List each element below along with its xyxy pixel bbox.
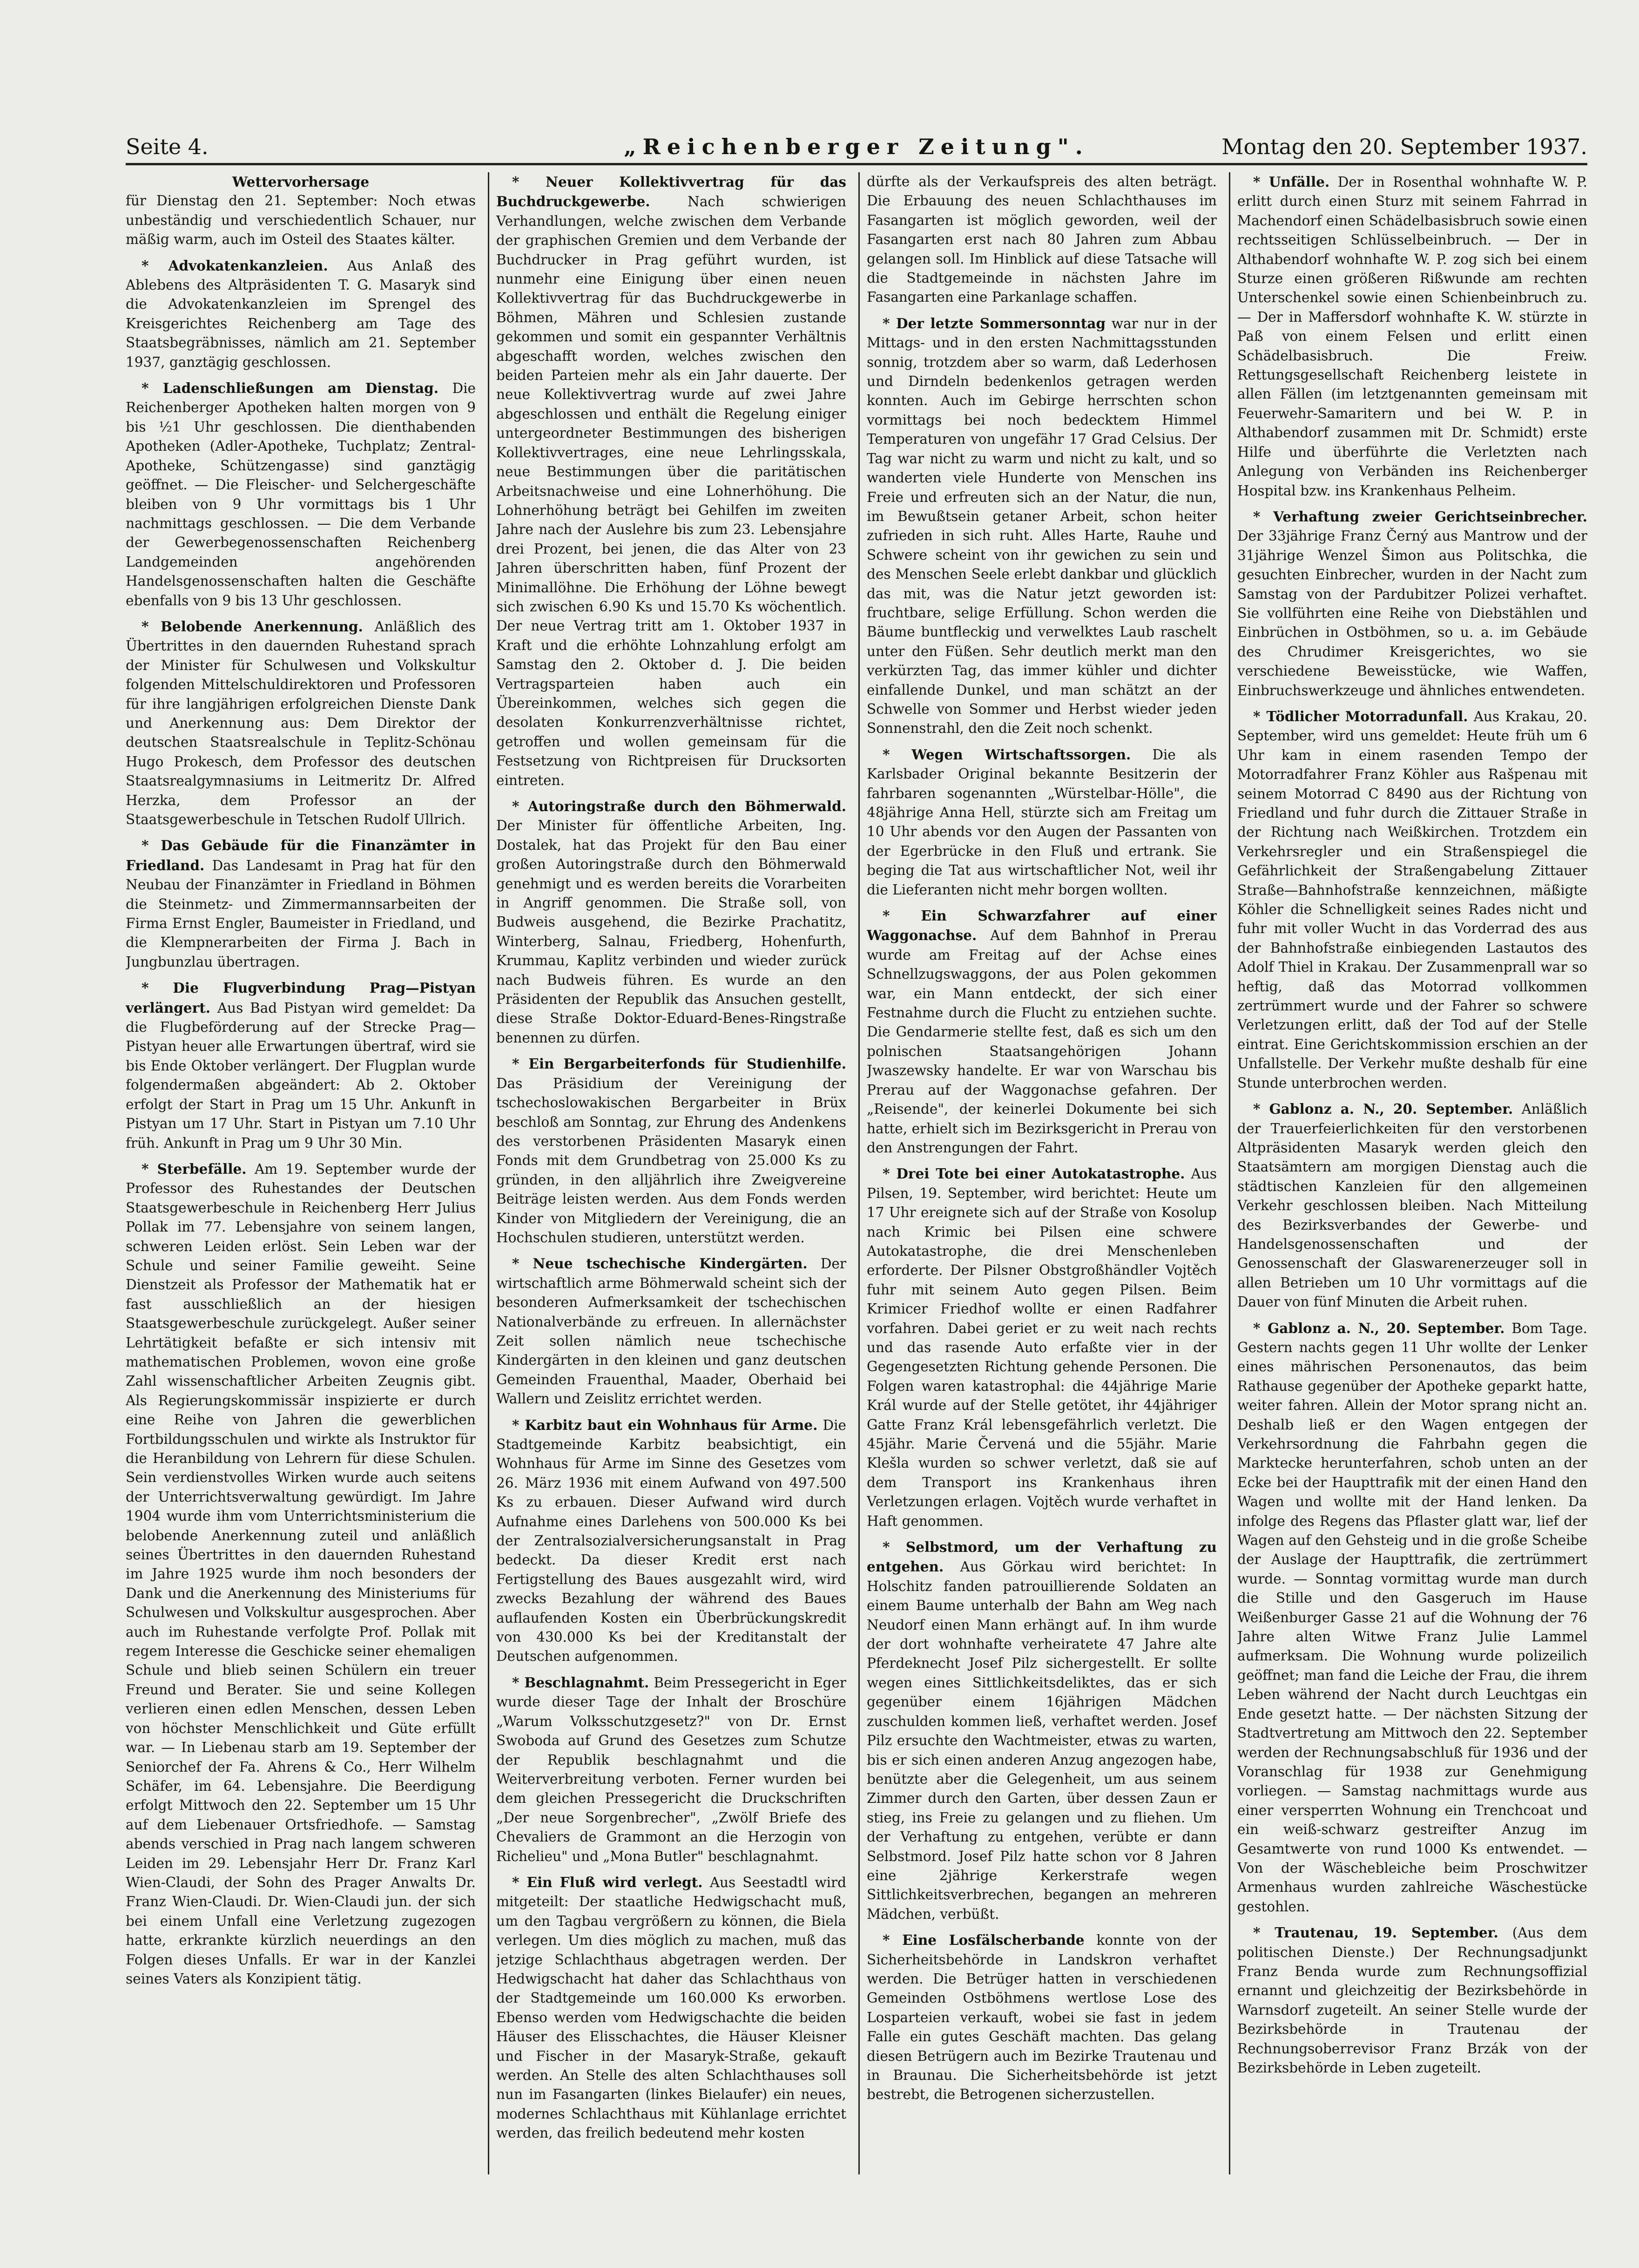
article-headline: * Die Flugverbindung Prag—Pistyan verlängert. bbox=[126, 980, 476, 1016]
article-spacer bbox=[867, 2105, 1217, 2111]
article-body: war nur in der Mittags- und in den ersten Nachmittagsstunden sonnig, trotzdem aber so warm, daß Lederhosen und Dirndeln bedenkenlos getragen werden konnten. Auch im Gebirge herrschten schon vormittags bei noch bedecktem Himmel Temperaturen von ungefähr 17 Grad Celsius. Der Tag war nicht zu warm und nicht zu kalt, und so wanderten viele Hunderte von Menschen ins Freie und erfreuten sich an der Natur, die nun, im Bewußtsein getaner Arbeit, schon heiter zufrieden in sich ruht. Alles Harte, Rauhe und Schwere scheint von ihr gewichen zu sein und des Menschen Seele erlebt dankbar und glücklich das mit, was die Natur jetzt geworden ist: fruchtbare, selige Erfüllung. Schon werden die Bäume buntfleckig und verwelktes Laub raschelt unter den Füßen. Sehr deutlich merkt man den verkürzten Tag, das immer kühler und dichter einfallende Dunkel, und man schätzt an der Schwelle von Sommer und Herbst wieder jeden Sonnenstrahl, den die Zeit noch schenkt. bbox=[867, 315, 1217, 737]
article bbox=[126, 978, 476, 1153]
weather-forecast-text: für Dienstag den 21. September: Noch etwas unbeständig und verschiedentlich Schauer, nur mäßig warm, auch im Osteil des Staates kälter. bbox=[126, 193, 476, 248]
column-2 bbox=[496, 172, 846, 2174]
article bbox=[126, 1159, 476, 1989]
article bbox=[126, 191, 476, 249]
article-headline: * Selbstmord, um der Verhaftung zu entgehen. bbox=[867, 1539, 1217, 1575]
article-spacer bbox=[126, 372, 476, 379]
article-spacer bbox=[1237, 1093, 1587, 1099]
article bbox=[496, 1054, 846, 1247]
article bbox=[1237, 172, 1587, 501]
article-headline: * Ein Bergarbeiterfonds für Studienhilfe. bbox=[512, 1056, 846, 1072]
article-spacer bbox=[496, 1247, 846, 1254]
article-body: Der 33jährige Franz Černý aus Mantrow und der 31jährige Wenzel Šimon aus Politschka, die gesuchten Einbrecher, wurden in der Nacht zum Samstag von der Pardubitzer Polizei verhaftet. Sie vollführten eine Reihe von Diebstählen und Einbrüchen in Ostböhmen, so u. a. im Gebäude des Chrudimer Kreisgerichtes, wo sie verschiedene Beweisstücke, wie Waffen, Einbruchswerkzeuge und ähnliches entwendeten. bbox=[1237, 528, 1587, 698]
article-body: Aus Krakau, 20. September, wird uns gemeldet: Heute früh um 6 Uhr kam in einem rasenden Tempo der Motorradfahrer Franz Köhler aus Rašpenau mit seinem Motorrad C 8490 aus der Richtung von Friedland und fuhr durch die Zittauer Straße in der Richtung nach Weißkirchen. Trotzdem ein Verkehrsregler und ein Straßenspiegel die Gefährlichkeit der Straßengabelung Zittauer Straße—Bahnhofstraße kennzeichnen, mäßigte Köhler die Schnelligkeit seines Rades nicht und fuhr mit voller Wucht in das Vorderrad des aus der Bahnhofstraße einbiegenden Lastautos des Adolf Thiel in Krakau. Der Zusammenprall war so heftig, daß das Motorrad vollkommen zertrümmert wurde und der Fahrer so schwere Verletzungen erlitt, daß der Tod auf der Stelle eintrat. Eine Gerichtskommission erschien an der Unfallstelle. Der Verkehr mußte deshalb für eine Stunde unterbrochen werden. bbox=[1237, 708, 1587, 1091]
article-spacer bbox=[496, 1409, 846, 1415]
article-body: Beim Pressegericht in Eger wurde dieser Tage der Inhalt der Broschüre „Warum Volksschutzgesetz?" von Dr. Ernst Swoboda auf Grund des Gesetzes zum Schutze der Republik beschlagnahmt und die Weiterverbreitung verboten. Ferner wurden bei dem gleichen Pressegericht die Druckschriften „Der neue Sorgenbrecher", „Zwölf Briefe des Chevaliers de Grammont an die Herzogin von Richelieu" und „Mona Butler" beschlagnahmt. bbox=[496, 1674, 846, 1864]
article bbox=[1237, 707, 1587, 1093]
article bbox=[496, 1254, 846, 1408]
article-spacer bbox=[867, 1531, 1217, 1537]
weather-forecast-title: Wettervorhersage bbox=[232, 174, 370, 190]
article-spacer bbox=[1237, 2078, 1587, 2084]
article-body: Aus Bad Pistyan wird gemeldet: Da die Flugbeförderung auf der Strecke Prag—Pistyan heuer alle Erwartungen übertraf, wird sie bis Ende Oktober verlängert. Der Flugplan wurde folgendermaßen abgeändert: Ab 2. Oktober erfolgt der Start in Prag um 15 Uhr. Ankunft in Pistyan um 17 Uhr. Start in Pistyan um 7.10 Uhr früh. Ankunft in Prag um 9 Uhr 30 Min. bbox=[126, 1000, 476, 1151]
article-spacer bbox=[126, 972, 476, 978]
article-spacer bbox=[126, 1153, 476, 1159]
article-spacer bbox=[867, 900, 1217, 906]
article bbox=[126, 617, 476, 829]
article-headline: * Advokatenkanzleien. bbox=[142, 257, 328, 274]
article-spacer bbox=[1237, 700, 1587, 707]
article-body: Die Stadtgemeinde Karbitz beabsichtigt, ein Wohnhaus für Arme im Sinne des Gesetzes vom 26. März 1936 mit einem Aufwand von 497.500 Ks zu erbauen. Dieser Aufwand wird durch Aufnahme eines Darlehens von 500.000 Ks bei der Zentralsozialversicherungsanstalt in Prag bedeckt. Da dieser Kredit erst nach Fertigstellung des Baues ausgezahlt wird, wird zwecks Bezahlung der während des Baues auflaufenden Kosten ein Überbrückungskredit von 430.000 Ks bei der Kreditanstalt der Deutschen aufgenommen. bbox=[496, 1417, 846, 1665]
article-body: Auf dem Bahnhof in Prerau wurde am Freitag auf der Achse eines Schnellzugswaggons, der aus Polen gekommen war, ein Mann entdeckt, der sich einer Festnahme durch die Flucht zu entziehen suchte. Die Gendarmerie stellte fest, daß es sich um den polnischen Staatsangehörigen Johann Jwaszewsky handelte. Er war von Warschau bis Prerau auf der Waggonachse gefahren. Der „Reisende", der keinerlei Dokumente bei sich hatte, erhielt sich im Bezirksgericht in Prerau von den Anstrengungen der Fahrt. bbox=[867, 928, 1217, 1156]
article bbox=[867, 1164, 1217, 1531]
article-headline: * Beschlagnahmt. bbox=[512, 1674, 649, 1691]
article bbox=[867, 172, 1217, 307]
article-headline: * Belobende Anerkennung. bbox=[142, 618, 363, 635]
article-headline: * Verhaftung zweier Gerichtseinbrecher. bbox=[1253, 508, 1587, 525]
article bbox=[1237, 1099, 1587, 1312]
article-body: Aus Görkau wird berichtet: In Holschitz fanden patrouillierende Soldaten an einem Baume unterhalb der Bahn am Weg nach Neudorf einen Mann erhängt auf. In ihm wurde der dort wohnhafte verheiratete 47 Jahre alte Pferdeknecht Josef Pilz sichergestellt. Er sollte wegen eines Sittlichkeitsdeliktes, das er sich gegenüber einem 16jährigen Mädchen zuschulden kommen ließ, verhaftet werden. Josef Pilz ersuchte den Wachtmeister, etwas zu warten, bis er sich einen anderen Anzug angezogen habe, benützte aber die Gelegenheit, um aus seinem Zimmer durch den Garten, über dessen Zaun er stieg, ins Freie zu gelangen und zu fliehen. Um der Verhaftung zu entgehen, verübte er dann Selbstmord. Josef Pilz hatte schon vor 8 Jahren eine 2jährige Kerkerstrafe wegen Sittlichkeitsverbrechen, begangen an mehreren Mädchen, verbüßt. bbox=[867, 1559, 1217, 1922]
article-spacer bbox=[1237, 1312, 1587, 1319]
article bbox=[1237, 1923, 1587, 2078]
article bbox=[1237, 507, 1587, 700]
article-spacer bbox=[867, 738, 1217, 745]
article bbox=[126, 379, 476, 610]
article-headline: * Das Gebäude für die Finanzämter in Friedland. bbox=[126, 837, 476, 873]
article bbox=[867, 906, 1217, 1158]
article-headline: * Trautenau, 19. September. bbox=[1253, 1924, 1498, 1941]
article-headline: * Der letzte Sommersonntag bbox=[883, 315, 1106, 332]
article-headline: * Unfälle. bbox=[1253, 174, 1330, 190]
article-headline: * Drei Tote bei einer Autokatastrophe. bbox=[883, 1165, 1185, 1182]
article-headline: * Ladenschließungen am Dienstag. bbox=[142, 380, 439, 397]
article bbox=[496, 172, 846, 790]
article-body: Am 19. September wurde der Professor des Ruhestandes der Deutschen Staatsgewerbeschule in Reichenberg Herr Julius Pollak im 77. Lebensjahre von seinem langen, schweren Leiden erlöst. Sein Leben war der Schule und seiner Familie geweiht. Seine Dienstzeit als Professor der Mathematik hat er fast ausschließlich an der hiesigen Staatsgewerbeschule zurückgelegt. Außer seiner Lehrtätigkeit befaßte er sich intensiv mit mathematischen Problemen, wovon eine große Zahl wissenschaftlicher Arbeiten Zeugnis gibt. Als Regierungskommissär inspizierte er durch eine Reihe von Jahren die gewerblichen Fortbildungsschulen und wirkte als Instruktor für die Heranbildung von Lehrern für diese Schulen. Sein verdienstvolles Wirken wurde auch seitens der Unterrichtsverwaltung gewürdigt. Im Jahre 1904 wurde ihm vom Unterrichtsministerium die belobende Anerkennung zuteil und anläßlich seines Übertrittes in den dauernden Ruhestand im Jahre 1925 wurde ihm noch besonders der Dank und die Anerkennung des Ministeriums für Schulwesen und Volkskultur ausgesprochen. Aber auch im Ruhestande verfolgte Prof. Pollak mit regem Interesse die Geschicke seiner ehemaligen Schule und blieb seinen Schülern ein treuer Freund und Berater. Sie und seine Kollegen verlieren einen edlen Menschen, dessen Leben von höchster Menschlichkeit und Güte erfüllt war. — In Liebenau starb am 19. September der Seniorchef der Fa. Ahrens & Co., Herr Wilhelm Schäfer, im 64. Lebensjahre. Die Beerdigung erfolgt Mittwoch den 22. September um 15 Uhr auf dem Liebenauer Ortsfriedhofe. — Samstag abends verschied in Prag nach langem schweren Leiden im 29. Lebensjahr Herr Dr. Franz Karl Wien-Claudi, der Sohn des Prager Anwalts Dr. Franz Wien-Claudi. Dr. Wien-Claudi jun. der sich bei einem Unfall eine Verletzung zugezogen hatte, erkrankte kürzlich neuerdings an den Folgen dieses Unfalls. Er war in der Kanzlei seines Vaters als Konzipient tätig. bbox=[126, 1161, 476, 1987]
article bbox=[867, 1537, 1217, 1924]
article-spacer bbox=[496, 1666, 846, 1673]
article-spacer bbox=[1237, 501, 1587, 507]
article-headline: * Sterbefälle. bbox=[142, 1160, 247, 1177]
article-spacer bbox=[867, 307, 1217, 314]
article-headline: * Neuer Kollektivvertrag für das Buchdruckgewerbe. bbox=[496, 174, 846, 210]
article-body: Aus Pilsen, 19. September, wird berichtet: Heute um 17 Uhr ereignete sich auf der Straße von Kosolup nach Krimic bei Pilsen eine schwere Autokatastrophe, die drei Menschenleben erforderte. Der Pilsner Obstgroßhändler Vojtěch fuhr mit seinem Auto gegen Pilsen. Beim Krimicer Friedhof wollte er einen Radfahrer vorfahren. Dabei geriet er zu weit nach rechts und das rasende Auto erfaßte vier in der Gegengesetzten Richtung gehende Personen. Die Folgen waren katastrophal: die 44jährige Marie Král wurde auf der Stelle getötet, ihr 44jähriger Gatte Franz Král lebensgefährlich verletzt. Die 45jähr. Marie Červená und die 55jähr. Marie Klešla wurden so schwer verletzt, daß sie auf dem Transport ins Krankenhaus ihren Verletzungen erlagen. Vojtěch wurde verhaftet in Haft genommen. bbox=[867, 1166, 1217, 1529]
article-body: Anläßlich der Trauerfeierlichkeiten für den verstorbenen Altpräsidenten Masaryk werden gleich den Staatsämtern am morgigen Dienstag auch die städtischen Kanzleien für den allgemeinen Verkehr geschlossen bleiben. Nach Mitteilung des Bezirksverbandes der Gewerbe- und Handelsgenossenschaften und der Genossenschaft der Glaswarenerzeuger soll in allen Betrieben um 10 Uhr vormittags auf die Dauer von fünf Minuten die Arbeit ruhen. bbox=[1237, 1101, 1587, 1310]
article-body: Der Minister für öffentliche Arbeiten, Ing. Dostalek, hat das Projekt für den Bau einer großen Autoringstraße durch den Böhmerwald genehmigt und es werden bereits die Vorarbeiten in Angriff genommen. Die Straße soll, von Budweis ausgehend, die Bezirke Prachatitz, Winterberg, Salnau, Friedberg, Hohenfurth, Krummau, Kaplitz verbinden und wieder zurück nach Budweis führen. Es wurde an den Präsidenten der Republik das Ansuchen gestellt, diese Straße Doktor-Eduard-Benes-Ringstraße benennen zu dürfen. bbox=[496, 818, 846, 1046]
column-4 bbox=[1237, 172, 1587, 2174]
article-headline: * Gablonz a. N., 20. September. bbox=[1253, 1101, 1513, 1117]
article-body: Aus Seestadtl wird mitgeteilt: Der staatliche Hedwigschacht muß, um den Tagbau vergrößern zu können, die Biela verlegen. Um dies möglich zu machen, muß das jetzige Schlachthaus abgetragen werden. Der Hedwigschacht hat daher das Schlachthaus von der Stadtgemeinde um 160.000 Ks erworben. Ebenso werden vom Hedwigschachte die beiden Häuser des Elisschachtes, die Häuser Kleisner und Fischer in der Masaryk-Straße, gekauft werden. An Stelle des alten Schlachthauses soll nun im Fasangarten (linkes Bielaufer) ein neues, modernes Schlachthaus mit Kühlanlage errichtet werden, das freilich bedeutend mehr kosten bbox=[496, 1874, 846, 2141]
article-spacer bbox=[126, 250, 476, 256]
article bbox=[496, 1415, 846, 1666]
issue-date: Montag den 20. September 1937. bbox=[1221, 134, 1587, 159]
article-body: Das Landesamt in Prag hat für den Neubau der Finanzämter in Friedland in Böhmen die Steinmetz- und Zimmermannsarbeiten der Firma Ernst Engler, Baumeister in Friedland, und die Klempnerarbeiten der Firma J. Bach in Jungbunzlau übertragen. bbox=[126, 857, 476, 970]
article-headline: * Tödlicher Motorradunfall. bbox=[1253, 708, 1468, 724]
article-spacer bbox=[1237, 1916, 1587, 1923]
article-body: Die als Karlsbader Original bekannte Besitzerin der fahrbaren sogenannten „Würstelbar-Hölle", die 48jährige Anna Hell, stürzte sich am Freitag um 10 Uhr abends vor den Augen der Passanten von der Egerbrücke in den Fluß und ertrank. Sie beging die Tat aus wirtschaftlicher Not, weil ihr die Lieferanten nicht mehr borgen wollten. bbox=[867, 746, 1217, 898]
column-rule bbox=[1229, 172, 1230, 2174]
newspaper-title: „Reichenberger Zeitung". bbox=[624, 134, 1089, 159]
article-spacer bbox=[126, 610, 476, 617]
article-body: Bom Tage. Gestern nachts gegen 11 Uhr wollte der Lenker eines mährischen Personenautos, das beim Rathause gegenüber der Apotheke geparkt hatte, weiter fahren. Allein der Motor sprang nicht an. Deshalb ließ er den Wagen entgegen der Verkehrsordnung die Fahrbahn gegen die Marktecke herunterfahren, schob unten an der Ecke bei der Haupttrafik mit der einen Hand den Wagen und wollte mit der Hand lenken. Da infolge des Regens das Pflaster glatt war, lief der Wagen auf den Gehsteig und in die große Scheibe der Auslage der Haupttrafik, die zertrümmert wurde. — Sonntag vormittag wurde man durch die Stille und den Gasgeruch im Hause Weißenburger Gasse 21 auf die Wohnung der 76 Jahre alten Witwe Franz Julie Lammel aufmerksam. Die Wohnung wurde polizeilich geöffnet; man fand die Leiche der Frau, die ihrem Leben während der Nacht durch Leuchtgas ein Ende gesetzt hatte. — Der nächsten Sitzung der Stadtvertretung am Mittwoch den 22. September werden der Rechnungsabschluß für 1936 und der Voranschlag für 1938 zur Genehmigung vorliegen. — Samstag nachmittags wurde aus einer versperrten Wohnung ein Trenchcoat und ein weiß-schwarz gestreifter Anzug im Gesamtwerte von rund 1000 Ks entwendet. — Von der Wäschebleiche beim Proschwitzer Armenhaus wurden zahlreiche Wäschestücke gestohlen. bbox=[1237, 1320, 1587, 1915]
article-body: (Aus dem politischen Dienste.) Der Rechnungsadjunkt Franz Benda wurde zum Rechnungsoffizial ernannt und gleichzeitig der Bezirksbehörde in Warnsdorf zugeteilt. An seiner Stelle wurde der Bezirksbehörde in Trautenau der Rechnungsoberrevisor Franz Brzák von der Bezirksbehörde in Leben zugeteilt. bbox=[1237, 1925, 1587, 2076]
column-rule bbox=[858, 172, 860, 2174]
article-spacer bbox=[496, 1048, 846, 1054]
article-body: Anläßlich des Übertrittes in den dauernden Ruhestand sprach der Minister für Schulwesen und Volkskultur folgenden Mittelschuldirektoren und Professoren für ihre langjährigen erfolgreichen Dienste Dank und Anerkennung aus: Dem Direktor der deutschen Staatsrealschule in Teplitz-Schönau Hugo Prokesch, dem Professor des deutschen Staatsrealgymnasiums in Leitmeritz Dr. Alfred Herzka, dem Professor an der Staatsgewerbeschule in Tetschen Rudolf Ullrich. bbox=[126, 618, 476, 827]
article-headline: * Ein Fluß wird verlegt. bbox=[512, 1874, 703, 1890]
page-header bbox=[126, 126, 1587, 165]
column-rule bbox=[488, 172, 489, 2174]
article-headline: * Eine Losfälscherbande bbox=[883, 1932, 1085, 1949]
article-body: Nach schwierigen Verhandlungen, welche zwischen dem Verbande der graphischen Gremien und dem Verbande der Buchdrucker in Prag geführt wurden, ist nunmehr eine Einigung über einen neuen Kollektivvertrag für das Buchdruckgewerbe in Böhmen, Mähren und Schlesien zustande gekommen und somit ein gespannter Verhältnis abgeschafft worden, welches zwischen den beiden Parteien mehr als ein Jahr dauerte. Der neue Kollektivvertrag wurde auf zwei Jahre abgeschlossen und enthält die Regelung einiger untergeordneter Bestimmungen des bisherigen Kollektivvertrages, eine neue Lehrlingsskala, neue Bestimmungen über die paritätischen Arbeitsnachweise und eine Lohnerhöhung. Die Lohnerhöhung beträgt bei Gehilfen im zweiten Jahre nach der Auslehre bis zum 23. Lebensjahre drei Prozent, bei jenen, die das Alter von 23 Jahren überschritten haben, fünf Prozent der Minimallöhne. Die Erhöhung der Löhne bewegt sich zwischen 6.90 Ks und 15.70 Ks wöchentlich. Der neue Vertrag tritt am 1. Oktober 1937 in Kraft und die erhöhte Lohnzahlung erfolgt am Samstag den 2. Oktober d. J. Die beiden Vertragsparteien haben auch ein Übereinkommen, welches sich gegen die desolaten Konkurrenzverhältnisse richtet, getroffen und wollen gemeinsam für die Festsetzung von Richtpreisen für Drucksorten eintreten. bbox=[496, 194, 846, 788]
article-body: dürfte als der Verkaufspreis des alten beträgt. Die Erbauung des neuen Schlachthauses im Fasangarten ist möglich geworden, weil der Fasangarten erst nach 80 Jahren zum Abbau gelangen soll. Im Hinblick auf diese Tatsache will die Stadtgemeinde in nächsten Jahre im Fasangarten eine Parkanlage schaffen. bbox=[867, 174, 1217, 305]
article bbox=[867, 745, 1217, 900]
article-spacer bbox=[126, 829, 476, 836]
article-headline: * Neue tschechische Kindergärten. bbox=[512, 1255, 808, 1272]
article bbox=[867, 1930, 1217, 2105]
article-headline: * Karbitz baut ein Wohnhaus für Arme. bbox=[512, 1416, 818, 1433]
article bbox=[1237, 1319, 1587, 1917]
article bbox=[496, 1873, 846, 2143]
article-spacer bbox=[126, 1989, 476, 1995]
article-body: Aus Anlaß des Ablebens des Altpräsidenten T. G. Masaryk sind die Advokatenkanzleien im Sprengel des Kreisgerichtes Reichenberg am Tage des Staatsbegräbnisses, nämlich am 21. September 1937, ganztägig geschlossen. bbox=[126, 257, 476, 370]
article-columns bbox=[126, 172, 1587, 2174]
column-3 bbox=[867, 172, 1217, 2174]
article-spacer bbox=[496, 790, 846, 797]
article bbox=[496, 1673, 846, 1866]
column-1 bbox=[126, 172, 476, 2174]
article-headline: * Ein Schwarzfahrer auf einer Waggonachse. bbox=[867, 907, 1217, 944]
article-spacer bbox=[496, 2143, 846, 2150]
article-body: Der in Rosenthal wohnhafte W. P. erlitt durch einen Sturz mit seinem Fahrrad in Machendorf einen Schädelbasisbruch sowie einen rechtsseitigen Schlüsselbeinbruch. — Der in Althabendorf wohnhafte W. P. zog sich bei einem Sturze einen größeren Rißwunde am rechten Unterschenkel sowie einen Schienbeinbruch zu. — Der in Maffersdorf wohnhafte K. W. stürzte in Paß von einem Felsen und erlitt einen Schädelbasisbruch. Die Freiw. Rettungsgesellschaft Reichenberg leistete in allen Fällen (im letztgenannten gemeinsam mit Feuerwehr-Samaritern und bei W. P. in Althabendorf zusammen mit Dr. Schmidt) erste Hilfe und überführte die Verletzten nach Anlegung von Verbänden ins Reichenberger Hospital bzw. ins Krankenhaus Pelheim. bbox=[1237, 174, 1587, 499]
article-body: Der wirtschaftlich arme Böhmerwald scheint sich der besonderen Aufmerksamkeit der tschechischen Nationalverbände zu erfreuen. In allernächster Zeit sollen nämlich neue tschechische Kindergärten in den kleinen und ganz deutschen Gemeinden Frauenthal, Maader, Oberhaid bei Wallern und Zeislitz errichtet werden. bbox=[496, 1256, 846, 1407]
page-number: Seite 4. bbox=[126, 134, 209, 159]
article bbox=[496, 797, 846, 1048]
article-headline: * Wegen Wirtschaftssorgen. bbox=[883, 746, 1131, 763]
article bbox=[126, 256, 476, 372]
article-body: Die Reichenberger Apotheken halten morgen von 9 bis ½1 Uhr geschlossen. Die dienthabenden Apotheken (Adler-Apotheke, Tuchplatz; Zentral-Apotheke, Schützengasse) sind ganztägig geöffnet. — Die Fleischer- und Selchergeschäfte bleiben von 9 Uhr vormittags bis 1 Uhr nachmittags geschlossen. — Die dem Verbande der Gewerbegenossenschaften Reichenberg Landgemeinden angehörenden Handelsgenossenschaften halten die Geschäfte ebenfalls von 9 bis 13 Uhr geschlossen. bbox=[126, 380, 476, 609]
article-body: Das Präsidium der Vereinigung der tschechoslowakischen Bergarbeiter in Brüx beschloß am Sonntag, zur Ehrung des Andenkens des verstorbenen Präsidenten Masaryk einen Fonds mit dem Grundbetrag von 25.000 Ks zu gründen, in den alljährlich ihre Zweigvereine Beiträge leisten werden. Aus dem Fonds werden Kinder von Mitgliedern der Vereinigung, die an Hochschulen studieren, unterstützt werden. bbox=[496, 1075, 846, 1246]
article-headline: * Gablonz a. N., 20. September. bbox=[1253, 1320, 1505, 1336]
article bbox=[867, 314, 1217, 738]
article-spacer bbox=[867, 1924, 1217, 1930]
article bbox=[126, 836, 476, 972]
article-spacer bbox=[867, 1158, 1217, 1164]
article-spacer bbox=[496, 1866, 846, 1873]
article-body: konnte von der Sicherheitsbehörde in Landskron verhaftet werden. Die Betrüger hatten in verschiedenen Gemeinden Ostböhmens wertlose Lose des Losparteien verkauft, wobei sie fast in jedem Falle ein gutes Geschäft machten. Das gelang diesen Betrügern auch im Bezirke Trautenau und in Braunau. Die Sicherheitsbehörde ist jetzt bestrebt, die Betrogenen sicherzustellen. bbox=[867, 1932, 1217, 2103]
article-headline: * Autoringstraße durch den Böhmerwald. bbox=[512, 798, 846, 814]
